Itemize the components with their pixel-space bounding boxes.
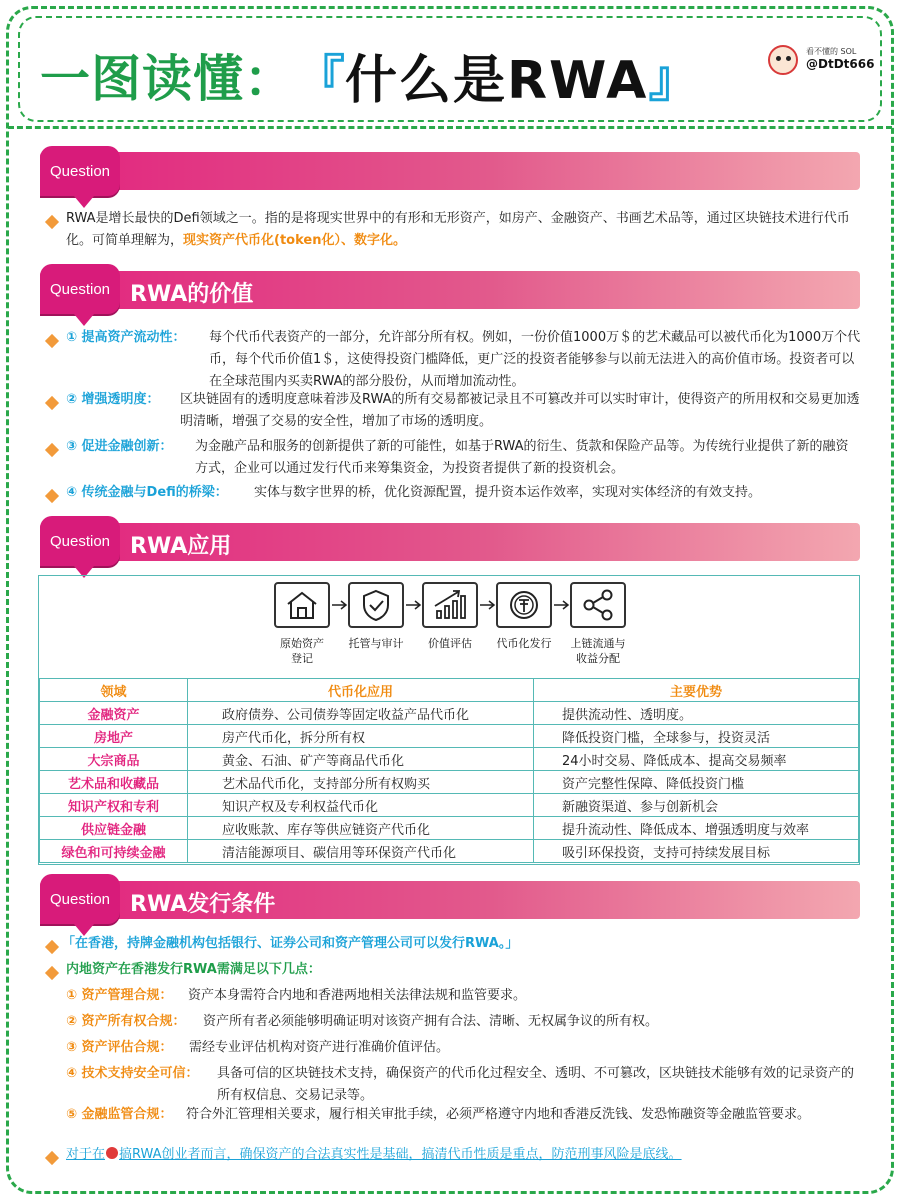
author-badge[interactable]	[768, 40, 878, 80]
table-cell-domain: 房地产	[40, 725, 188, 748]
question-badge: Question	[40, 516, 120, 566]
application-table	[39, 678, 859, 863]
condition-1-label: ① 资产管理合规：	[66, 988, 173, 1003]
intro-paragraph	[66, 208, 866, 252]
growth-chart-icon	[424, 584, 476, 626]
value-item-1-label: ① 提高资产流动性：	[66, 330, 186, 345]
section-title-conditions: RWA发行条件	[130, 892, 276, 917]
arrow-right-icon	[480, 600, 496, 610]
table-cell-advantage: 资产完整性保障、降低投资门槛	[534, 771, 859, 794]
table-cell-advantage: 新融资渠道、参与创新机会	[534, 794, 859, 817]
value-item-3-text: 为金融产品和服务的创新提供了新的可能性，如基于RWA的衍生、货款和保险产品等。为传统行业提供了新的融资方式，企业可以通过发行代币来筹集资金，为投资者提供了新的投资机会。	[195, 439, 849, 476]
process-flow	[272, 582, 652, 672]
flow-label-4: 代币化发行	[496, 637, 552, 650]
section-title-application: RWA应用	[130, 534, 232, 559]
flow-label-2: 托管与审计	[348, 637, 404, 650]
page-title	[40, 40, 698, 110]
arrow-right-icon	[406, 600, 422, 610]
value-item-4-label: ④ 传统金融与Defi的桥梁：	[66, 485, 228, 500]
table-cell-usage: 房产代币化，拆分所有权	[188, 725, 534, 748]
condition-3-text: 需经专业评估机构对资产进行准确价值评估。	[189, 1040, 450, 1055]
table-header-domain: 领域	[40, 679, 188, 702]
conditions-quote: 「在香港，持牌金融机构包括银行、证券公司和资产管理公司可以发行RWA。」	[62, 936, 519, 951]
table-cell-usage: 清洁能源项目、碳信用等环保资产代币化	[188, 840, 534, 863]
condition-2-text: 资产所有者必须能够明确证明对该资产拥有合法、清晰、无权属争议的所有权。	[203, 1014, 659, 1029]
table-header-advantage: 主要优势	[534, 679, 859, 702]
flow-step-5	[570, 582, 626, 628]
condition-5-label: ⑤ 金融监管合规：	[66, 1107, 173, 1122]
table-header-row	[40, 679, 859, 702]
condition-5-text: 符合外汇管理相关要求，履行相关审批手续，必须严格遵守内地和香港反洗钱、发恐怖融资等金融监管要求。	[186, 1107, 811, 1122]
table-cell-usage: 黄金、石油、矿产等商品代币化	[188, 748, 534, 771]
condition-4-label: ④ 技术支持安全可信：	[66, 1066, 199, 1081]
table-cell-advantage: 吸引环保投资，支持可持续发展目标	[534, 840, 859, 863]
title-prefix: 一图读懂：	[40, 50, 295, 108]
table-cell-domain: 供应链金融	[40, 817, 188, 840]
shield-check-icon	[350, 584, 402, 626]
table-row	[40, 771, 859, 794]
title-open-bracket: 『	[295, 50, 345, 108]
table-row	[40, 840, 859, 863]
share-icon	[572, 584, 624, 626]
table-row	[40, 702, 859, 725]
condition-2-label: ② 资产所有权合规：	[66, 1014, 186, 1029]
table-cell-advantage: 提升流动性、降低成本、增强透明度与效率	[534, 817, 859, 840]
author-handle: @DtDt666	[806, 57, 875, 72]
table-cell-usage: 应收账款、库存等供应链资产代币化	[188, 817, 534, 840]
condition-4-text: 具备可信的区块链技术支持，确保资产的代币化过程安全、透明、不可篡改，区块链技术能够有效的记录资产的所有权信息、交易记录等。	[217, 1066, 855, 1103]
flow-label-5: 上链流通与 收益分配	[570, 637, 626, 665]
red-circle-icon	[106, 1147, 118, 1159]
table-cell-domain: 金融资产	[40, 702, 188, 725]
title-main: 什么是RWA	[345, 50, 649, 111]
flow-label-1: 原始资产 登记	[280, 637, 324, 665]
token-coin-icon	[498, 584, 550, 626]
section-bar-intro	[40, 152, 860, 190]
table-cell-usage: 知识产权及专利权益代币化	[188, 794, 534, 817]
condition-1-text: 资产本身需符合内地和香港两地相关法律法规和监管要求。	[188, 988, 527, 1003]
flow-step-4	[496, 582, 552, 628]
header-divider	[8, 126, 892, 129]
value-item-3-label: ③ 促进金融创新：	[66, 439, 173, 454]
question-badge: Question	[40, 146, 120, 196]
footer-note: 对于在 搞RWA创业者而言，确保资产的合法真实性是基础，搞清代币性质是重点，防范刑事风险是底线。	[66, 1147, 682, 1162]
conditions-heading: 内地资产在香港发行RWA需满足以下几点：	[66, 962, 321, 977]
value-item-2-label: ② 增强透明度：	[66, 392, 160, 407]
title-close-bracket: 』	[648, 50, 699, 108]
value-item-2-text: 区块链固有的透明度意味着涉及RWA的所有交易都被记录且不可篡改并可以实时审计，使得资产的所用权和交易更加透明清晰，增强了交易的安全性，增加了市场的透明度。	[180, 392, 860, 429]
value-item-4-text: 实体与数字世界的桥，优化资源配置，提升资本运作效率，实现对实体经济的有效支持。	[254, 485, 762, 500]
arrow-right-icon	[332, 600, 348, 610]
table-cell-advantage: 24小时交易、降低成本、提高交易频率	[534, 748, 859, 771]
table-cell-domain: 艺术品和收藏品	[40, 771, 188, 794]
table-cell-usage: 艺术品代币化，支持部分所有权购买	[188, 771, 534, 794]
table-row	[40, 817, 859, 840]
flow-step-2	[348, 582, 404, 628]
table-cell-domain: 知识产权和专利	[40, 794, 188, 817]
avatar[interactable]	[768, 45, 798, 75]
table-cell-usage: 政府债券、公司债券等固定收益产品代币化	[188, 702, 534, 725]
table-cell-domain: 大宗商品	[40, 748, 188, 771]
table-row	[40, 725, 859, 748]
table-row	[40, 748, 859, 771]
house-icon	[276, 584, 328, 626]
section-title-value: RWA的价值	[130, 282, 254, 307]
intro-text: RWA是增长最快的Defi领域之一。指的是将现实世界中的有形和无形资产，如房产、金融资产、书画艺术品等，通过区块链技术进行代币化。可简单理解为，	[66, 211, 850, 248]
table-row	[40, 794, 859, 817]
arrow-right-icon	[554, 600, 570, 610]
question-badge: Question	[40, 874, 120, 924]
table-cell-advantage: 降低投资门槛，全球参与，投资灵活	[534, 725, 859, 748]
author-name: 看不懂的 SOL	[806, 47, 857, 56]
table-cell-advantage: 提供流动性、透明度。	[534, 702, 859, 725]
question-badge: Question	[40, 264, 120, 314]
table-header-usage: 代币化应用	[188, 679, 534, 702]
value-item-1-text: 每个代币代表资产的一部分，允许部分所有权。例如，一份价值1000万＄的艺术藏品可以被代币化为1000万个代币，每个代币价值1＄，这使得投资门槛降低，更广泛的投资者能够参与以前无法进入的高价值市场。投资者可以在全球范围内买卖RWA的部分股份，从而增加流动性。	[209, 330, 861, 389]
intro-highlight: 现实资产代币化(token化）、数字化。	[183, 233, 406, 248]
condition-3-label: ③ 资产评估合规：	[66, 1040, 173, 1055]
flow-step-1	[274, 582, 330, 628]
flow-step-3	[422, 582, 478, 628]
flow-label-3: 价值评估	[428, 637, 472, 650]
table-cell-domain: 绿色和可持续金融	[40, 840, 188, 863]
